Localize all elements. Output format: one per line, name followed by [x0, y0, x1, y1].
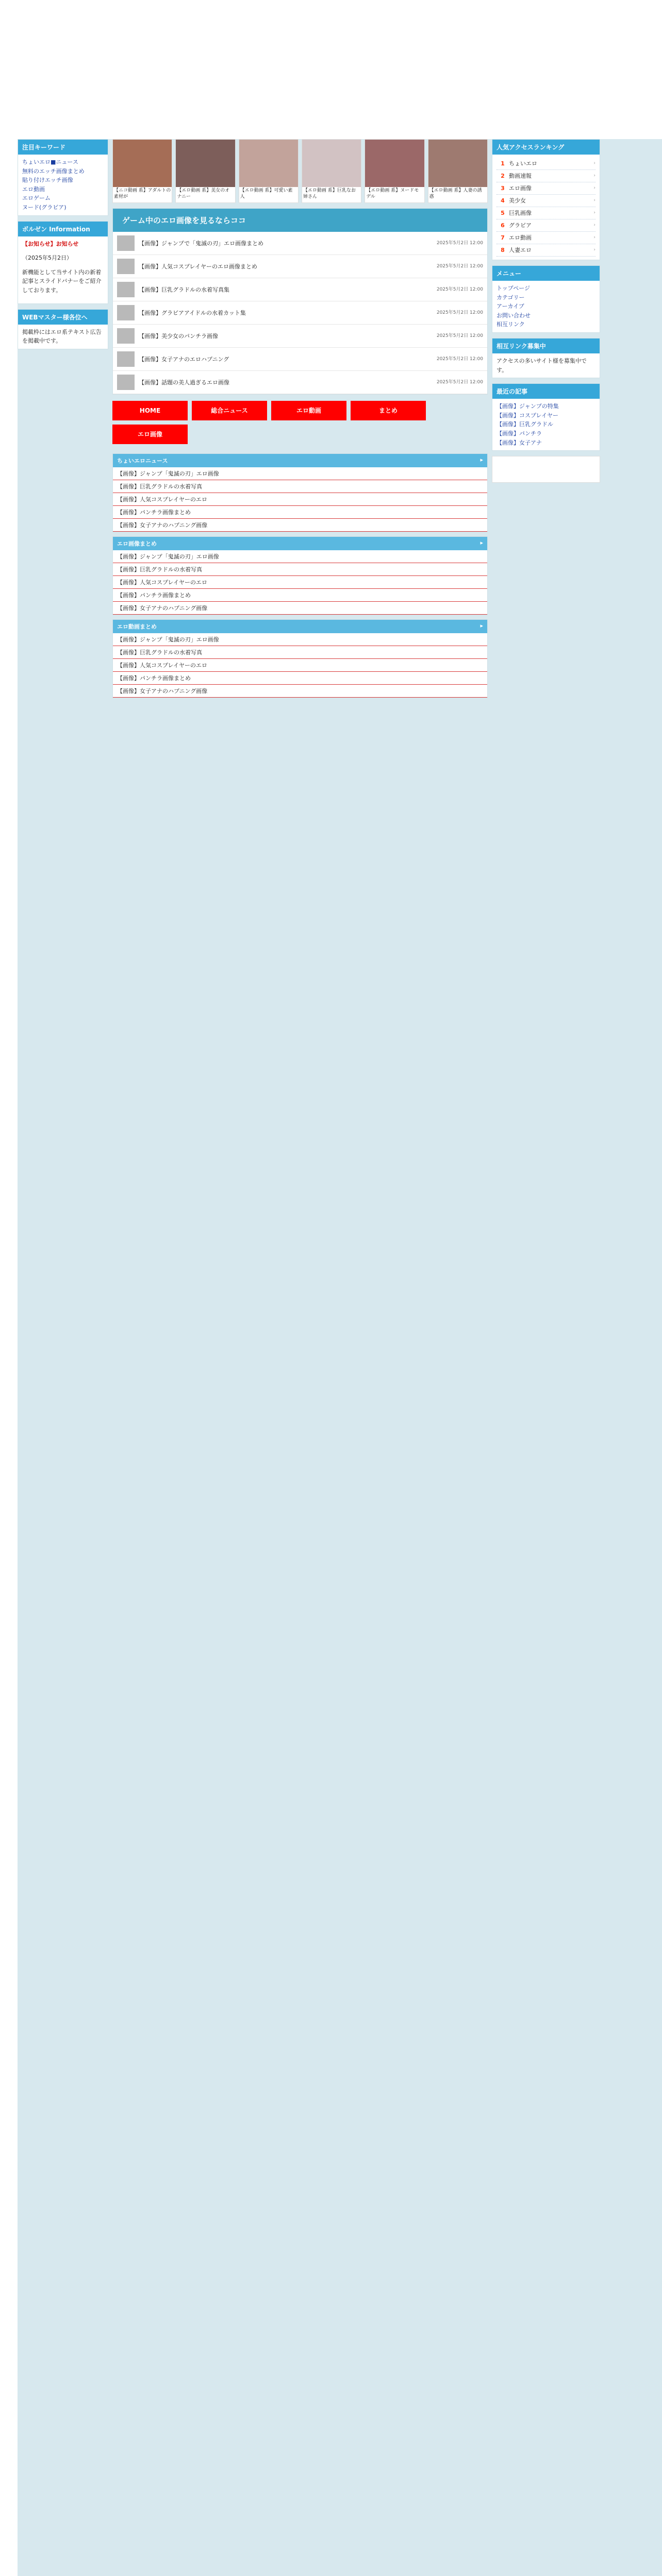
info-body	[18, 236, 108, 303]
feed-item[interactable]: 【画像】女子アナのハプニング画像	[113, 685, 487, 698]
recent-title: 最近の記事	[492, 384, 600, 399]
menu-link[interactable]: お問い合わせ	[496, 312, 531, 319]
ranking-item[interactable]: 3 エロ画像 ›	[496, 182, 595, 195]
article-thumb	[117, 259, 135, 274]
feed-item[interactable]: 【画像】パンチラ画像まとめ	[113, 672, 487, 685]
thumbnail-card[interactable]: 【エロ動画 系】美女のオナニー	[175, 139, 235, 203]
keyword-link[interactable]: エロ動画	[22, 185, 45, 193]
main-content	[112, 139, 488, 702]
keyword-link[interactable]: 貼り付けエッチ画像	[22, 177, 73, 184]
info-text: 新機能として当サイト内の新着記事とスライドバナーをご紹介しております。	[22, 268, 102, 294]
article-thumb	[117, 235, 135, 251]
thumbnail-card[interactable]: 【ニコ動画 系】アダルトの素材が	[112, 139, 172, 203]
keyword-link[interactable]: ちょいエロ■ニュース	[22, 159, 78, 165]
recent-box	[492, 383, 600, 451]
thumbnail-card[interactable]: 【エロ動画 系】巨乳なお姉さん	[302, 139, 361, 203]
feed-item[interactable]: 【画像】女子アナのハプニング画像	[113, 519, 487, 532]
recent-link[interactable]: 【画像】女子アナ	[496, 439, 542, 446]
recent-link[interactable]: 【画像】ジャンプの特集	[496, 403, 559, 410]
recent-link[interactable]: 【画像】パンチラ	[496, 430, 542, 437]
article-row[interactable]: 【画像】巨乳グラドルの水着写真集 2025年5月2日 12:00	[113, 278, 487, 301]
info-red: 【お知らせ】お知らせ	[22, 240, 79, 247]
feed-item[interactable]: 【画像】巨乳グラドルの水着写真	[113, 646, 487, 659]
nav-button[interactable]: エロ動画	[271, 401, 346, 420]
article-row[interactable]: 【画像】女子アナのエロハプニング 2025年5月2日 12:00	[113, 348, 487, 371]
feed-item[interactable]: 【画像】人気コスプレイヤーのエロ	[113, 493, 487, 506]
menu-list	[492, 281, 600, 332]
ranking-list	[492, 155, 600, 260]
article-row[interactable]: 【画像】ジャンプで「鬼滅の刃」エロ画像まとめ 2025年5月2日 12:00	[113, 232, 487, 255]
menu-box	[492, 265, 600, 333]
article-row[interactable]: 【画像】グラビアアイドルの水着カット集 2025年5月2日 12:00	[113, 301, 487, 325]
webmaster-title: WEBマスター様各位へ	[18, 310, 108, 325]
feed-box	[112, 619, 488, 698]
recent-link[interactable]: 【画像】巨乳グラドル	[496, 421, 553, 428]
keyword-list	[18, 155, 108, 215]
ranking-item[interactable]: 5 巨乳画像 ›	[496, 207, 595, 219]
article-thumb	[117, 375, 135, 390]
feed-title: ちょいエロニュース ▸	[113, 454, 487, 467]
site	[18, 139, 662, 2576]
keyword-link[interactable]: 無料のエッチ画像まとめ	[22, 167, 85, 175]
ranking-item[interactable]: 1 ちょいエロ ›	[496, 158, 595, 170]
ranking-item[interactable]: 6 グラビア ›	[496, 219, 595, 232]
feed-item[interactable]: 【画像】人気コスプレイヤーのエロ	[113, 576, 487, 589]
article-thumb	[117, 351, 135, 367]
info-title: ボルゼン Information	[18, 222, 108, 236]
article-row[interactable]: 【画像】話題の美人過ぎるエロ画像 2025年5月2日 12:00	[113, 371, 487, 394]
menu-link[interactable]: カテゴリー	[496, 294, 525, 301]
link-title: 相互リンク募集中	[492, 338, 600, 353]
category-nav	[112, 401, 488, 444]
menu-link[interactable]: アーカイブ	[496, 303, 524, 310]
link-box	[492, 338, 600, 378]
feed-title: エロ動画まとめ ▸	[113, 620, 487, 633]
menu-link[interactable]: トップページ	[496, 285, 531, 292]
article-thumb	[117, 328, 135, 344]
ranking-item[interactable]: 2 動画速報 ›	[496, 170, 595, 182]
ranking-item[interactable]: 4 美少女 ›	[496, 195, 595, 207]
recent-list	[492, 399, 600, 450]
feature-title: ゲーム中のエロ画像を見るならココ	[113, 209, 487, 232]
feed-box	[112, 536, 488, 615]
ranking-box	[492, 139, 600, 260]
thumbnail-card[interactable]: 【エロ動画 系】人妻の誘惑	[428, 139, 488, 203]
nav-button[interactable]: 総合ニュース	[192, 401, 267, 420]
link-text: アクセスの多いサイト様を募集中です。	[496, 357, 587, 374]
feed-box	[112, 453, 488, 532]
keyword-title: 注目キーワード	[18, 140, 108, 155]
feature-box	[112, 208, 488, 395]
feed-item[interactable]: 【画像】パンチラ画像まとめ	[113, 506, 487, 519]
article-row[interactable]: 【画像】美少女のパンチラ画像 2025年5月2日 12:00	[113, 325, 487, 348]
keyword-box	[18, 139, 108, 216]
right-sidebar	[492, 139, 600, 488]
ranking-title: 人気アクセスランキング	[492, 140, 600, 155]
recent-link[interactable]: 【画像】コスプレイヤー	[496, 412, 559, 419]
thumbnail-card[interactable]: 【エロ動画 系】ヌードモデル	[365, 139, 424, 203]
ranking-item[interactable]: 8 人妻エロ ›	[496, 244, 595, 257]
keyword-link[interactable]: エロゲーム	[22, 195, 51, 202]
feed-item[interactable]: 【画像】ジャンプ「鬼滅の刃」エロ画像	[113, 550, 487, 563]
feed-item[interactable]: 【画像】巨乳グラドルの水着写真	[113, 563, 487, 576]
feed-item[interactable]: 【画像】ジャンプ「鬼滅の刃」エロ画像	[113, 633, 487, 646]
feed-title: エロ画像まとめ ▸	[113, 537, 487, 550]
info-box	[18, 221, 108, 304]
nav-button[interactable]: エロ画像	[112, 425, 188, 444]
menu-link[interactable]: 相互リンク	[496, 321, 525, 328]
keyword-link[interactable]: ヌード(グラビア)	[22, 204, 67, 211]
info-date: （2025年5月2日）	[22, 255, 72, 262]
feed-item[interactable]: 【画像】パンチラ画像まとめ	[113, 589, 487, 602]
article-row[interactable]: 【画像】人気コスプレイヤーのエロ画像まとめ 2025年5月2日 12:00	[113, 255, 487, 278]
feed-item[interactable]: 【画像】ジャンプ「鬼滅の刃」エロ画像	[113, 467, 487, 480]
thumbnail-grid	[112, 139, 488, 203]
webmaster-box	[18, 309, 108, 349]
feed-item[interactable]: 【画像】人気コスプレイヤーのエロ	[113, 659, 487, 672]
nav-button[interactable]: まとめ	[351, 401, 426, 420]
ranking-item[interactable]: 7 エロ動画 ›	[496, 232, 595, 244]
article-thumb	[117, 282, 135, 297]
left-sidebar	[18, 139, 108, 354]
menu-title: メニュー	[492, 266, 600, 281]
feed-item[interactable]: 【画像】巨乳グラドルの水着写真	[113, 480, 487, 493]
webmaster-text: 掲載枠にはエロ系テキスト広告を掲載中です。	[22, 328, 102, 345]
feed-item[interactable]: 【画像】女子アナのハプニング画像	[113, 602, 487, 615]
article-thumb	[117, 305, 135, 320]
ad-banner[interactable]	[492, 456, 600, 483]
nav-button[interactable]: HOME	[112, 401, 188, 420]
thumbnail-card[interactable]: 【エロ動画 系】可愛い素人	[239, 139, 299, 203]
